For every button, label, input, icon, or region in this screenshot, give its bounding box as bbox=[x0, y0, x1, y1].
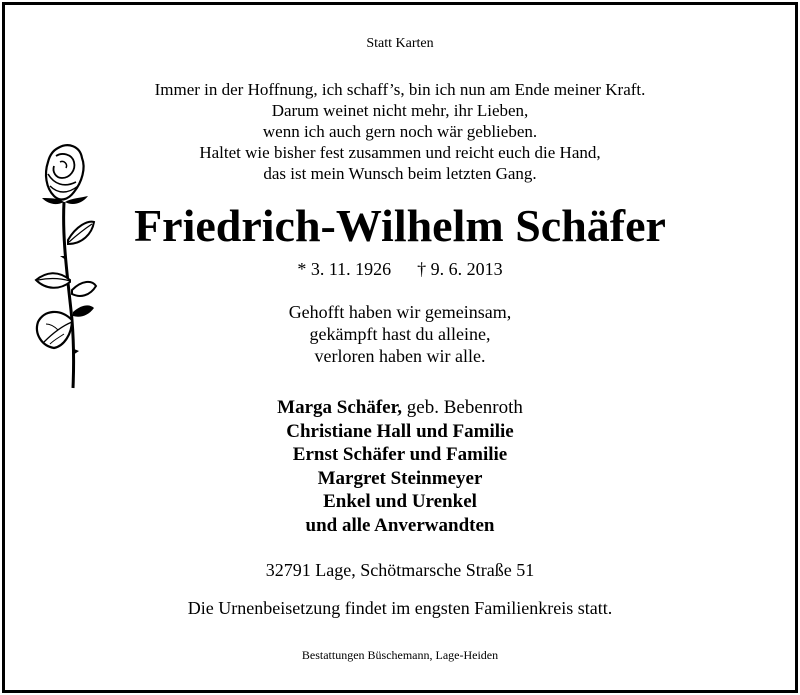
spouse-name: Marga Schäfer, bbox=[277, 397, 403, 418]
spouse-maiden-name: geb. Bebenroth bbox=[402, 397, 523, 418]
address: 32791 Lage, Schötmarsche Straße 51 bbox=[265, 560, 535, 580]
poem-line: Immer in der Hoffnung, ich schaff’s, bin ich nun am Ende meiner Kraft. bbox=[154, 80, 646, 99]
family-line-spouse bbox=[0, 396, 800, 420]
family-line: Margret Steinmeyer bbox=[317, 467, 483, 489]
verse-block bbox=[0, 301, 800, 367]
poem-line: Darum weinet nicht mehr, ihr Lieben, bbox=[271, 101, 529, 120]
burial-note: Die Urnenbeisetzung findet im engsten Familienkreis statt. bbox=[187, 598, 613, 618]
family-line: Ernst Schäfer und Familie bbox=[292, 444, 508, 465]
deceased-name: Friedrich-Wilhelm Schäfer bbox=[134, 200, 666, 251]
life-dates bbox=[0, 259, 800, 280]
poem-block bbox=[0, 79, 800, 184]
family-block bbox=[0, 396, 800, 537]
header-text: Statt Karten bbox=[366, 36, 434, 51]
birth-date: * 3. 11. 1926 bbox=[297, 259, 392, 279]
poem-line: das ist mein Wunsch beim letzten Gang. bbox=[263, 164, 537, 183]
death-date: † 9. 6. 2013 bbox=[417, 259, 503, 279]
verse-line: Gehofft haben wir gemeinsam, bbox=[288, 302, 512, 322]
verse-line: verloren haben wir alle. bbox=[314, 346, 486, 366]
family-line: und alle Anverwandten bbox=[305, 514, 495, 536]
poem-line: Haltet wie bisher fest zusammen und reicht euch die Hand, bbox=[199, 143, 601, 162]
verse-line: gekämpft hast du alleine, bbox=[309, 324, 491, 344]
poem-line: wenn ich auch gern noch wär geblieben. bbox=[262, 122, 538, 141]
funeral-home: Bestattungen Büschemann, Lage-Heiden bbox=[301, 648, 499, 662]
family-line: Christiane Hall und Familie bbox=[286, 420, 514, 442]
family-line: Enkel und Urenkel bbox=[323, 491, 477, 512]
